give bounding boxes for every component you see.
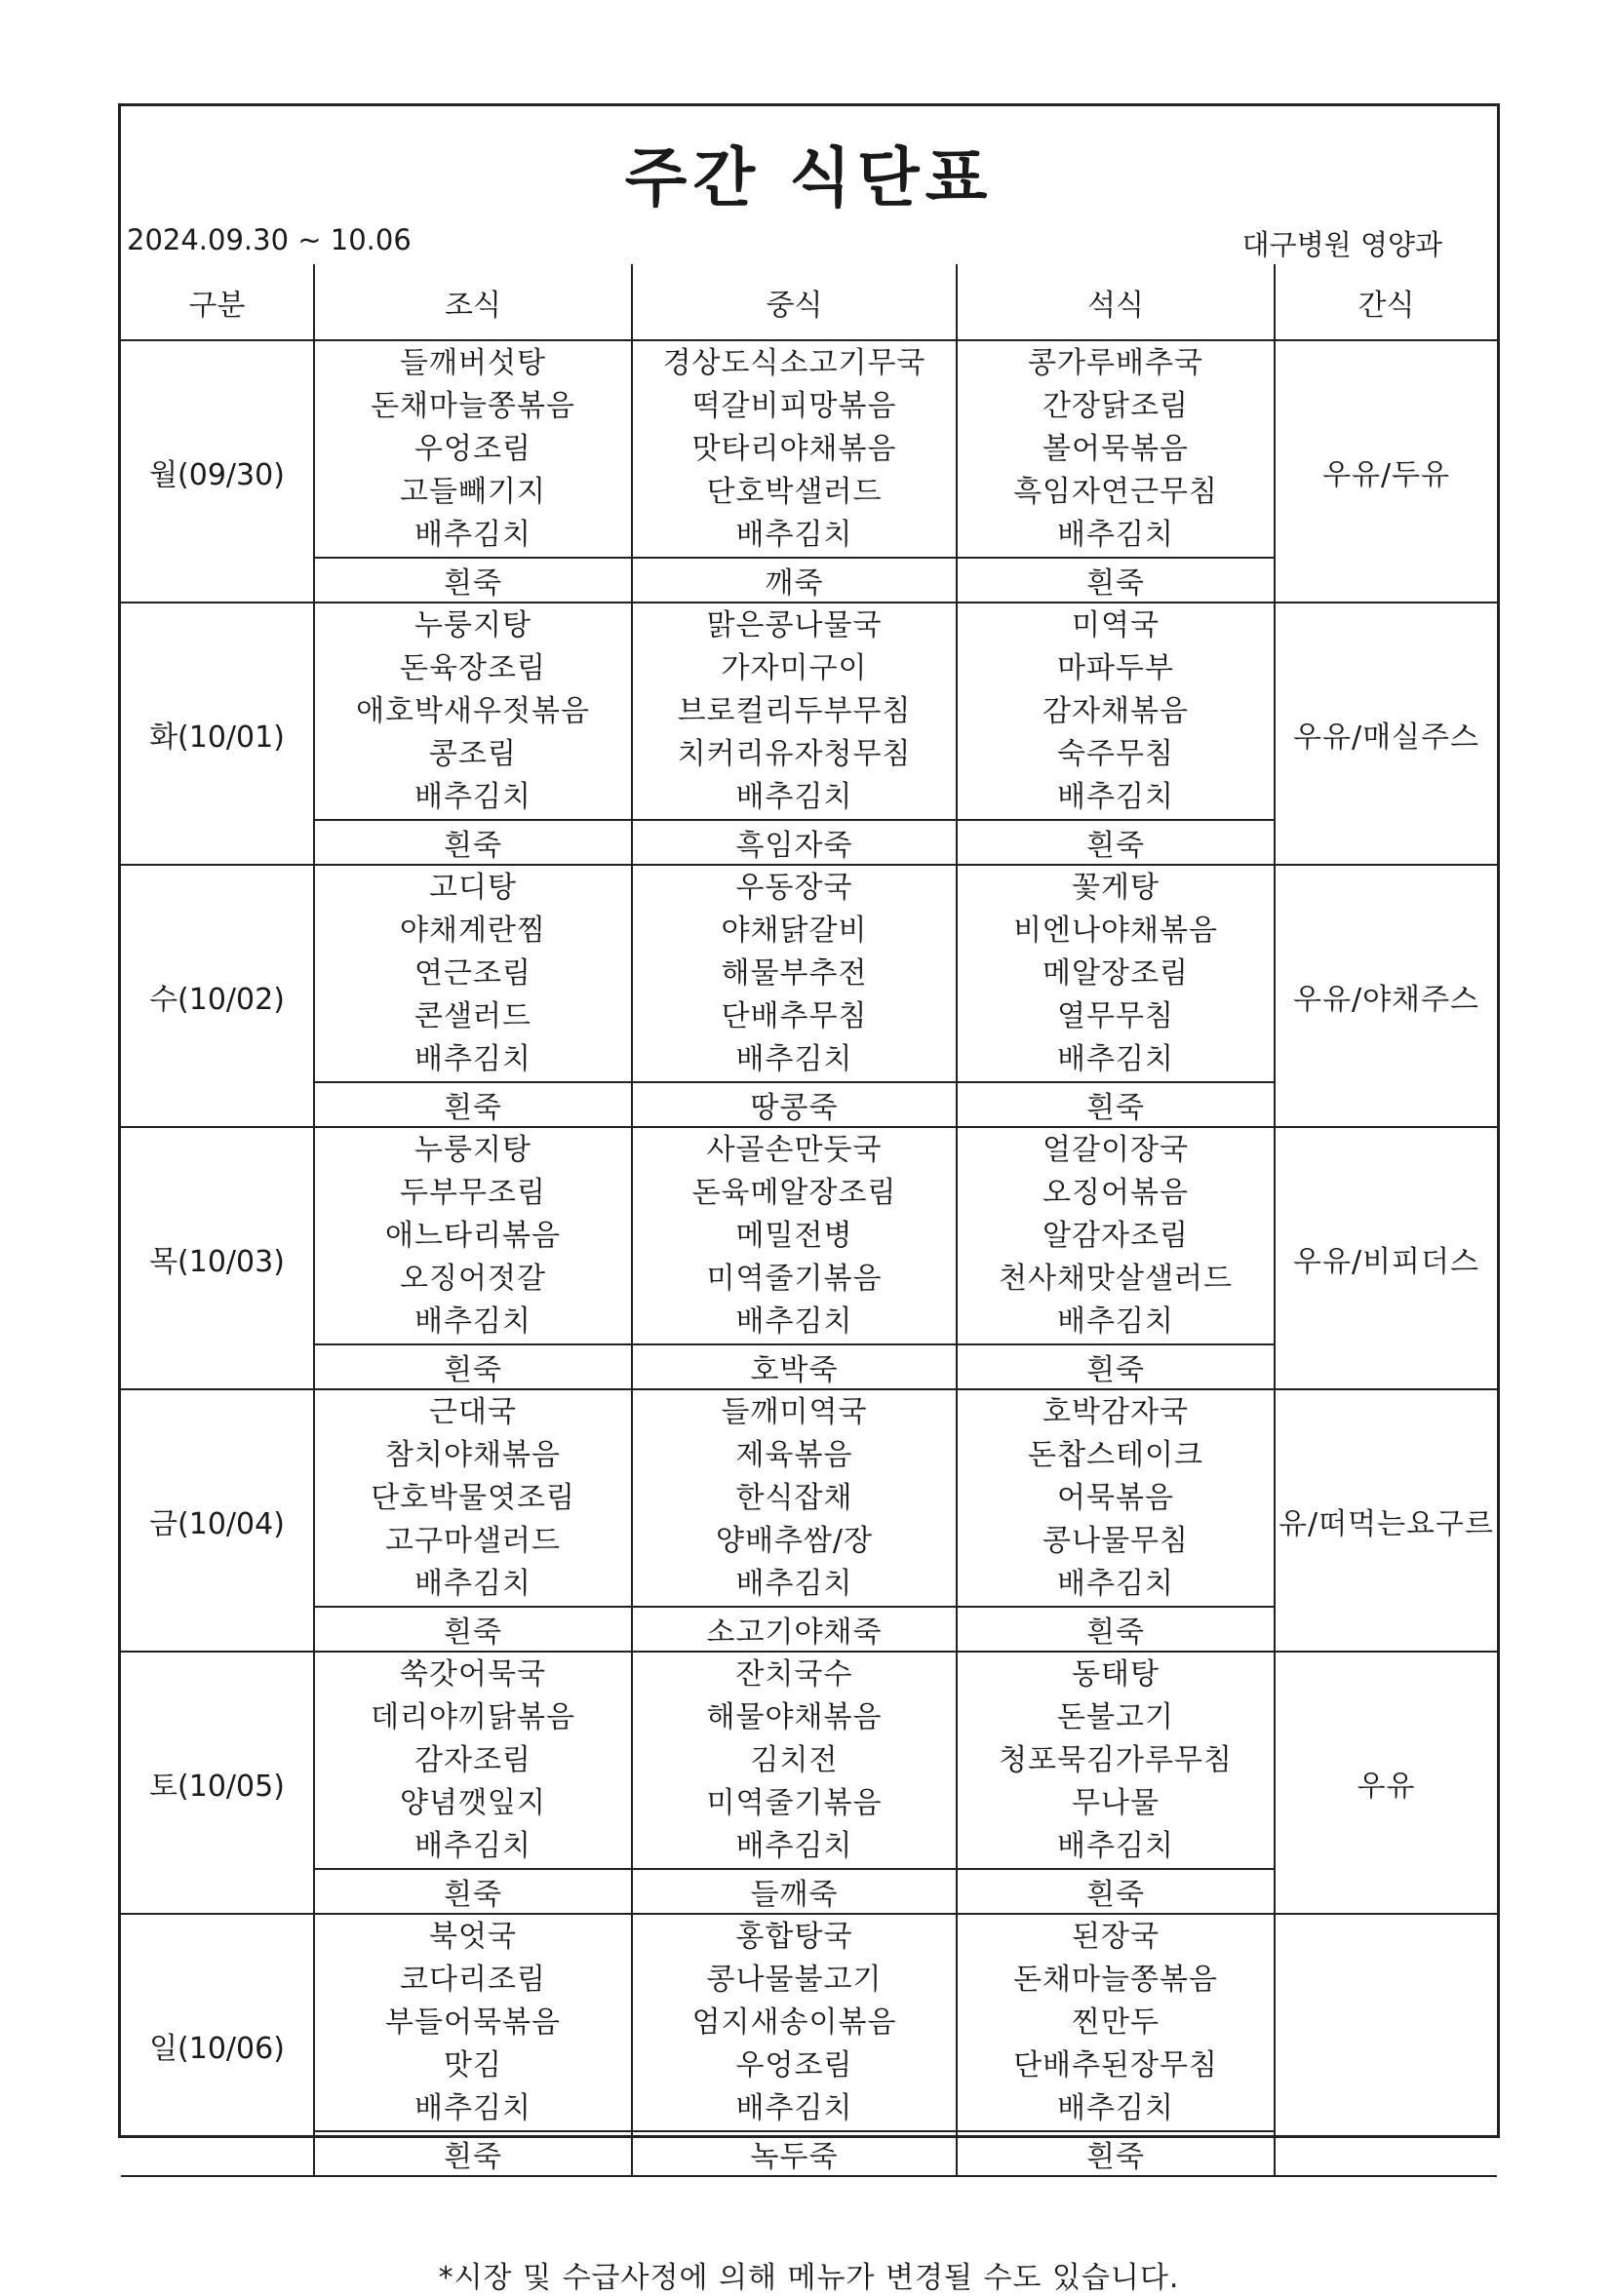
day-row: [121, 865, 1497, 1082]
dinner-items: [957, 1914, 1275, 2131]
snack-cell: 우유/매실주스: [1275, 603, 1497, 865]
menu-item: 얼갈이장국: [1043, 1133, 1189, 1167]
menu-item: 배추김치: [414, 1567, 531, 1601]
menu-item: 누룽지탕: [414, 608, 531, 642]
menu-item: 마파두부: [1057, 651, 1174, 685]
menu-item: 코다리조림: [400, 1963, 546, 1997]
menu-item: 단배추무침: [721, 999, 868, 1033]
menu-item: 우동장국: [735, 871, 853, 905]
lunch-items: [632, 1652, 957, 1869]
menu-item: 맛타리야채볶음: [691, 432, 897, 466]
breakfast-porridge: 흰죽: [314, 1869, 632, 1914]
day-label: 일(10/06): [121, 1914, 314, 2176]
menu-item: 연근조림: [414, 956, 531, 991]
dinner-porridge: 흰죽: [957, 820, 1275, 865]
menu-item: 홍합탕국: [735, 1920, 853, 1954]
menu-item: 배추김치: [1057, 780, 1174, 814]
menu-item: 호박감자국: [1043, 1395, 1189, 1429]
lunch-items: [632, 865, 957, 1082]
header-snack: 간식: [1275, 264, 1497, 340]
menu-item: 돈채마늘쫑볶음: [1013, 1963, 1218, 1997]
menu-item: 해물부추전: [721, 956, 868, 991]
snack-cell: 우유/야채주스: [1275, 865, 1497, 1127]
day-row: [121, 603, 1497, 820]
menu-sheet: [118, 103, 1500, 2295]
header-row: [121, 264, 1497, 340]
menu-item: 볼어묵볶음: [1043, 432, 1189, 466]
menu-item: 단호박샐러드: [706, 475, 883, 509]
dinner-porridge: 흰죽: [957, 1082, 1275, 1127]
menu-item: 메밀전병: [735, 1219, 853, 1253]
breakfast-porridge: 흰죽: [314, 1082, 632, 1127]
menu-item: 어묵볶음: [1057, 1481, 1174, 1515]
menu-item: 배추김치: [1057, 1304, 1174, 1339]
menu-item: 배추김치: [414, 1829, 531, 1863]
menu-item: 근대국: [429, 1395, 517, 1429]
menu-item: 사골손만둣국: [706, 1133, 883, 1167]
menu-item: 누룽지탕: [414, 1133, 531, 1167]
menu-item: 메알장조림: [1043, 956, 1189, 991]
menu-item: 배추김치: [1057, 1042, 1174, 1076]
lunch-items: [632, 1914, 957, 2131]
menu-item: 잔치국수: [735, 1657, 853, 1692]
menu-item: 무나물: [1072, 1786, 1160, 1820]
menu-item: 고들빼기지: [400, 475, 546, 509]
breakfast-porridge: 흰죽: [314, 558, 632, 603]
menu-item: 우엉조림: [414, 432, 531, 466]
menu-item: 들깨미역국: [721, 1395, 868, 1429]
menu-item: 돈육장조림: [400, 651, 546, 685]
menu-item: 엄지새송이볶음: [691, 2005, 897, 2040]
snack-cell: 우유/비피더스: [1275, 1127, 1497, 1389]
day-row: [121, 1389, 1497, 1607]
menu-item: 맛김: [444, 2048, 502, 2082]
menu-item: 애호박새우젓볶음: [356, 694, 590, 728]
lunch-items: [632, 603, 957, 820]
breakfast-porridge: 흰죽: [314, 1607, 632, 1652]
menu-item: 배추김치: [1057, 2091, 1174, 2125]
snack-cell: 유/떠먹는요구르: [1275, 1389, 1497, 1652]
footer-note: *시장 및 수급사정에 의해 메뉴가 변경될 수도 있습니다.: [438, 2261, 1180, 2295]
breakfast-porridge: 흰죽: [314, 1344, 632, 1389]
menu-item: 청포묵김가루무침: [999, 1743, 1233, 1777]
menu-item: 된장국: [1072, 1920, 1160, 1954]
menu-item: 비엔나야채볶음: [1013, 914, 1218, 948]
breakfast-items: [314, 603, 632, 820]
menu-item: 야채계란찜: [400, 914, 546, 948]
menu-item: 돈채마늘쫑볶음: [371, 389, 575, 423]
menu-item: 고디탕: [429, 871, 517, 905]
menu-item: 단호박물엿조림: [371, 1481, 575, 1515]
menu-item: 동태탕: [1072, 1657, 1160, 1692]
breakfast-items: [314, 340, 632, 558]
menu-item: 두부무조림: [400, 1176, 546, 1210]
dinner-porridge: 흰죽: [957, 558, 1275, 603]
menu-item: 배추김치: [1057, 518, 1174, 552]
menu-item: 참치야채볶음: [385, 1438, 561, 1472]
dinner-porridge: 흰죽: [957, 1869, 1275, 1914]
menu-item: 경상도식소고기무국: [662, 346, 926, 380]
menu-item: 북엇국: [429, 1920, 517, 1954]
lunch-porridge: 들깨죽: [632, 1869, 957, 1914]
menu-item: 데리야끼닭볶음: [371, 1700, 575, 1734]
breakfast-items: [314, 1914, 632, 2131]
menu-item: 간장닭조림: [1043, 389, 1189, 423]
menu-item: 가자미구이: [721, 651, 868, 685]
lunch-items: [632, 1127, 957, 1344]
lunch-items: [632, 340, 957, 558]
day-row: [121, 1127, 1497, 1344]
menu-item: 우엉조림: [735, 2048, 853, 2082]
menu-item: 부들어묵볶음: [385, 2005, 561, 2040]
menu-item: 애느타리볶음: [385, 1219, 561, 1253]
lunch-porridge: 땅콩죽: [632, 1082, 957, 1127]
day-row: [121, 1914, 1497, 2131]
day-row: [121, 340, 1497, 558]
breakfast-items: [314, 1652, 632, 1869]
menu-item: 미역줄기볶음: [706, 1786, 883, 1820]
day-label: 수(10/02): [121, 865, 314, 1127]
header-breakfast: 조식: [314, 264, 632, 340]
header-category: 구분: [121, 264, 314, 340]
menu-item: 배추김치: [735, 2091, 853, 2125]
day-row: [121, 1652, 1497, 1869]
menu-item: 배추김치: [735, 1304, 853, 1339]
lunch-items: [632, 1389, 957, 1607]
menu-item: 천사채맛살샐러드: [999, 1262, 1233, 1296]
breakfast-items: [314, 865, 632, 1082]
menu-item: 김치전: [750, 1743, 839, 1777]
dinner-items: [957, 1127, 1275, 1344]
menu-item: 제육볶음: [735, 1438, 853, 1472]
menu-item: 콩나물불고기: [706, 1963, 883, 1997]
day-label: 금(10/04): [121, 1389, 314, 1652]
menu-item: 돈불고기: [1057, 1700, 1174, 1734]
page-title: 주간 식단표: [624, 140, 994, 215]
dinner-items: [957, 1652, 1275, 1869]
menu-item: 콩가루배추국: [1028, 346, 1203, 380]
menu-item: 양념깻잎지: [400, 1786, 546, 1820]
menu-item: 배추김치: [414, 2091, 531, 2125]
menu-item: 열무무침: [1057, 999, 1174, 1033]
department: 대구병원 영양과: [1241, 228, 1442, 261]
menu-item: 치커리유자청무침: [677, 737, 912, 771]
menu-item: 배추김치: [414, 518, 531, 552]
breakfast-items: [314, 1127, 632, 1344]
dinner-porridge: 흰죽: [957, 2131, 1275, 2176]
lunch-porridge: 흑임자죽: [632, 820, 957, 865]
menu-item: 배추김치: [414, 1042, 531, 1076]
dinner-items: [957, 603, 1275, 820]
menu-item: 숙주무침: [1057, 737, 1174, 771]
menu-item: 배추김치: [414, 1304, 531, 1339]
day-label: 화(10/01): [121, 603, 314, 865]
menu-item: 배추김치: [414, 780, 531, 814]
lunch-porridge: 소고기야채죽: [632, 1607, 957, 1652]
menu-item: 콩조림: [429, 737, 517, 771]
menu-item: 콩나물무침: [1043, 1524, 1189, 1558]
dinner-items: [957, 340, 1275, 558]
menu-item: 꽃게탕: [1072, 871, 1160, 905]
menu-item: 미역줄기볶음: [706, 1262, 883, 1296]
menu-item: 배추김치: [735, 1042, 853, 1076]
menu-item: 배추김치: [735, 518, 853, 552]
menu-item: 고구마샐러드: [385, 1524, 561, 1558]
dinner-items: [957, 1389, 1275, 1607]
menu-item: 배추김치: [1057, 1829, 1174, 1863]
menu-item: 오징어볶음: [1043, 1176, 1189, 1210]
day-label: 토(10/05): [121, 1652, 314, 1914]
menu-item: 돈찹스테이크: [1028, 1438, 1203, 1472]
menu-item: 해물야채볶음: [706, 1700, 883, 1734]
lunch-porridge: 깨죽: [632, 558, 957, 603]
dinner-porridge: 흰죽: [957, 1607, 1275, 1652]
day-label: 목(10/03): [121, 1127, 314, 1389]
menu-item: 배추김치: [735, 780, 853, 814]
dinner-porridge: 흰죽: [957, 1344, 1275, 1389]
breakfast-porridge: 흰죽: [314, 2131, 632, 2176]
menu-item: 감자조림: [414, 1743, 531, 1777]
menu-item: 배추김치: [735, 1567, 853, 1601]
date-range: 2024.09.30 ~ 10.06: [127, 223, 412, 256]
menu-item: 배추김치: [735, 1829, 853, 1863]
breakfast-porridge: 흰죽: [314, 820, 632, 865]
snack-cell: 우유/두유: [1275, 340, 1497, 603]
menu-item: 미역국: [1072, 608, 1160, 642]
menu-item: 양배추쌈/장: [715, 1524, 873, 1558]
header-dinner: 석식: [957, 264, 1275, 340]
menu-item: 떡갈비피망볶음: [691, 389, 897, 423]
snack-cell: [1275, 1914, 1497, 2176]
header-lunch: 중식: [632, 264, 957, 340]
dinner-items: [957, 865, 1275, 1082]
menu-item: 흑임자연근무침: [1013, 475, 1218, 509]
menu-table: [121, 264, 1497, 2177]
menu-item: 야채닭갈비: [721, 914, 868, 948]
lunch-porridge: 녹두죽: [632, 2131, 957, 2176]
lunch-porridge: 호박죽: [632, 1344, 957, 1389]
menu-item: 알감자조림: [1043, 1219, 1189, 1253]
menu-item: 오징어젓갈: [400, 1262, 546, 1296]
menu-item: 브로컬리두부무침: [677, 694, 912, 728]
day-label: 월(09/30): [121, 340, 314, 603]
menu-item: 돈육메알장조림: [691, 1176, 897, 1210]
menu-item: 찐만두: [1072, 2005, 1160, 2040]
menu-item: 들깨버섯탕: [400, 346, 546, 380]
menu-item: 감자채볶음: [1043, 694, 1189, 728]
snack-cell: 우유: [1275, 1652, 1497, 1914]
breakfast-items: [314, 1389, 632, 1607]
menu-item: 맑은콩나물국: [706, 608, 883, 642]
menu-item: 한식잡채: [735, 1481, 853, 1515]
menu-item: 단배추된장무침: [1013, 2048, 1218, 2082]
menu-item: 콘샐러드: [414, 999, 531, 1033]
menu-item: 쑥갓어묵국: [400, 1657, 546, 1692]
menu-item: 배추김치: [1057, 1567, 1174, 1601]
